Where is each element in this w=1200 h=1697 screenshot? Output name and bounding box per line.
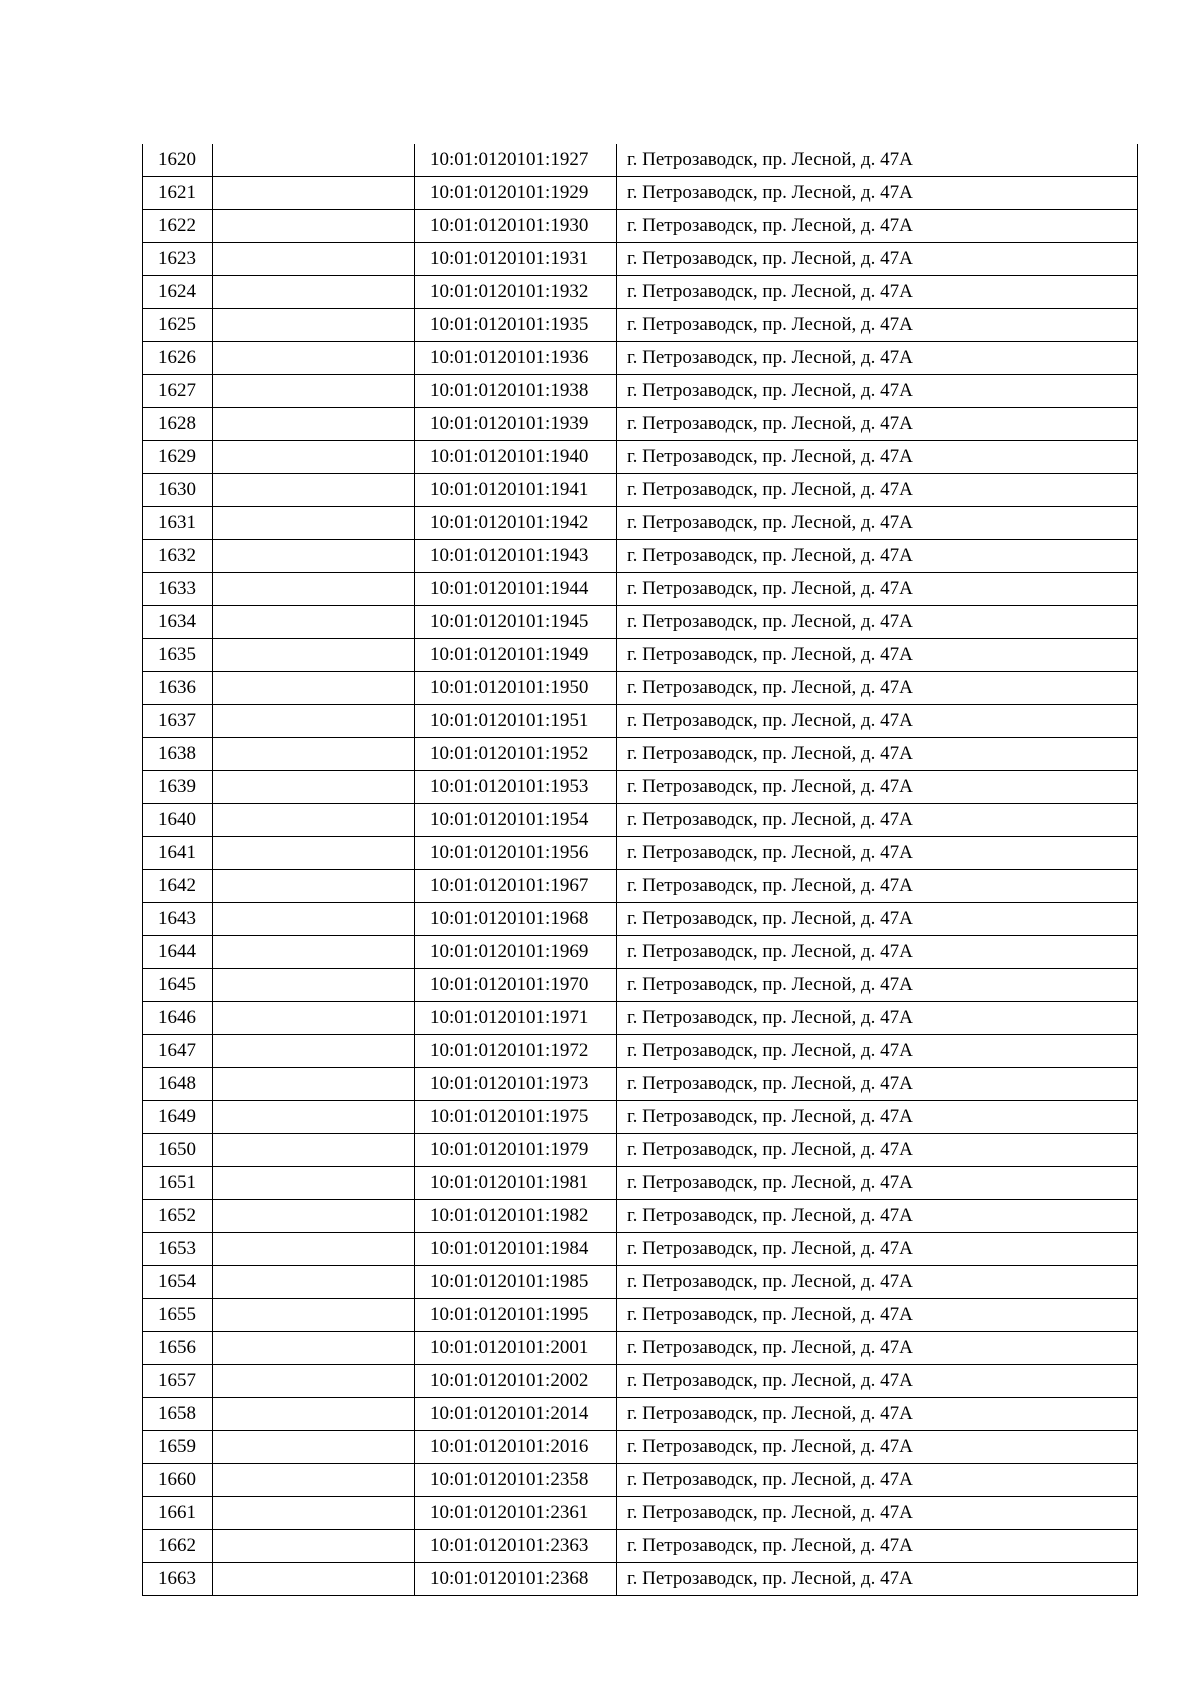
table-row <box>143 1266 1138 1299</box>
address-cell: г. Петрозаводск, пр. Лесной, д. 47А <box>617 1497 1138 1530</box>
cadastral-number-cell: 10:01:0120101:1984 <box>415 1233 617 1266</box>
cadastral-number-cell: 10:01:0120101:1995 <box>415 1299 617 1332</box>
empty-cell <box>213 1101 415 1134</box>
row-number-cell: 1635 <box>143 639 213 672</box>
table-row <box>143 177 1138 210</box>
address-cell: г. Петрозаводск, пр. Лесной, д. 47А <box>617 1134 1138 1167</box>
empty-cell <box>213 1035 415 1068</box>
cadastral-number-cell: 10:01:0120101:1972 <box>415 1035 617 1068</box>
address-cell: г. Петрозаводск, пр. Лесной, д. 47А <box>617 1200 1138 1233</box>
table-row <box>143 408 1138 441</box>
cadastral-number-cell: 10:01:0120101:1931 <box>415 243 617 276</box>
cadastral-number-cell: 10:01:0120101:1981 <box>415 1167 617 1200</box>
table-row <box>143 705 1138 738</box>
row-number-cell: 1652 <box>143 1200 213 1233</box>
table-row <box>143 507 1138 540</box>
empty-cell <box>213 276 415 309</box>
address-cell: г. Петрозаводск, пр. Лесной, д. 47А <box>617 1365 1138 1398</box>
table-row <box>143 309 1138 342</box>
empty-cell <box>213 1200 415 1233</box>
address-cell: г. Петрозаводск, пр. Лесной, д. 47А <box>617 441 1138 474</box>
empty-cell <box>213 507 415 540</box>
cadastral-number-cell: 10:01:0120101:1982 <box>415 1200 617 1233</box>
row-number-cell: 1654 <box>143 1266 213 1299</box>
address-cell: г. Петрозаводск, пр. Лесной, д. 47А <box>617 1266 1138 1299</box>
empty-cell <box>213 804 415 837</box>
row-number-cell: 1655 <box>143 1299 213 1332</box>
row-number-cell: 1647 <box>143 1035 213 1068</box>
cadastral-number-cell: 10:01:0120101:1979 <box>415 1134 617 1167</box>
row-number-cell: 1653 <box>143 1233 213 1266</box>
address-cell: г. Петрозаводск, пр. Лесной, д. 47А <box>617 639 1138 672</box>
cadastral-number-cell: 10:01:0120101:2014 <box>415 1398 617 1431</box>
cadastral-number-cell: 10:01:0120101:1932 <box>415 276 617 309</box>
table-row <box>143 672 1138 705</box>
row-number-cell: 1631 <box>143 507 213 540</box>
cadastral-number-cell: 10:01:0120101:1940 <box>415 441 617 474</box>
cadastral-number-cell: 10:01:0120101:1927 <box>415 144 617 177</box>
empty-cell <box>213 1068 415 1101</box>
empty-cell <box>213 342 415 375</box>
empty-cell <box>213 1266 415 1299</box>
address-cell: г. Петрозаводск, пр. Лесной, д. 47А <box>617 1431 1138 1464</box>
cadastral-number-cell: 10:01:0120101:2363 <box>415 1530 617 1563</box>
address-cell: г. Петрозаводск, пр. Лесной, д. 47А <box>617 672 1138 705</box>
cadastral-number-cell: 10:01:0120101:2001 <box>415 1332 617 1365</box>
empty-cell <box>213 1497 415 1530</box>
cadastral-number-cell: 10:01:0120101:1956 <box>415 837 617 870</box>
cadastral-number-cell: 10:01:0120101:1943 <box>415 540 617 573</box>
table-row <box>143 144 1138 177</box>
empty-cell <box>213 243 415 276</box>
cadastral-number-cell: 10:01:0120101:1971 <box>415 1002 617 1035</box>
row-number-cell: 1622 <box>143 210 213 243</box>
row-number-cell: 1662 <box>143 1530 213 1563</box>
cadastral-number-cell: 10:01:0120101:1953 <box>415 771 617 804</box>
table-row <box>143 1101 1138 1134</box>
row-number-cell: 1657 <box>143 1365 213 1398</box>
cadastral-number-cell: 10:01:0120101:1936 <box>415 342 617 375</box>
empty-cell <box>213 1167 415 1200</box>
table-row <box>143 1530 1138 1563</box>
table-row <box>143 1002 1138 1035</box>
row-number-cell: 1638 <box>143 738 213 771</box>
address-cell: г. Петрозаводск, пр. Лесной, д. 47А <box>617 1167 1138 1200</box>
address-cell: г. Петрозаводск, пр. Лесной, д. 47А <box>617 1002 1138 1035</box>
row-number-cell: 1629 <box>143 441 213 474</box>
empty-cell <box>213 309 415 342</box>
empty-cell <box>213 210 415 243</box>
cadastral-number-cell: 10:01:0120101:1942 <box>415 507 617 540</box>
cadastral-number-cell: 10:01:0120101:1945 <box>415 606 617 639</box>
address-cell: г. Петрозаводск, пр. Лесной, д. 47А <box>617 1563 1138 1596</box>
address-cell: г. Петрозаводск, пр. Лесной, д. 47А <box>617 507 1138 540</box>
row-number-cell: 1633 <box>143 573 213 606</box>
address-cell: г. Петрозаводск, пр. Лесной, д. 47А <box>617 738 1138 771</box>
cadastral-number-cell: 10:01:0120101:1970 <box>415 969 617 1002</box>
address-cell: г. Петрозаводск, пр. Лесной, д. 47А <box>617 837 1138 870</box>
table-row <box>143 1332 1138 1365</box>
row-number-cell: 1663 <box>143 1563 213 1596</box>
row-number-cell: 1621 <box>143 177 213 210</box>
address-cell: г. Петрозаводск, пр. Лесной, д. 47А <box>617 210 1138 243</box>
table-row <box>143 1200 1138 1233</box>
row-number-cell: 1625 <box>143 309 213 342</box>
row-number-cell: 1650 <box>143 1134 213 1167</box>
address-cell: г. Петрозаводск, пр. Лесной, д. 47А <box>617 1068 1138 1101</box>
cadastral-number-cell: 10:01:0120101:1930 <box>415 210 617 243</box>
address-cell: г. Петрозаводск, пр. Лесной, д. 47А <box>617 936 1138 969</box>
table-row <box>143 936 1138 969</box>
table-row <box>143 1365 1138 1398</box>
address-cell: г. Петрозаводск, пр. Лесной, д. 47А <box>617 375 1138 408</box>
empty-cell <box>213 837 415 870</box>
address-cell: г. Петрозаводск, пр. Лесной, д. 47А <box>617 1233 1138 1266</box>
row-number-cell: 1630 <box>143 474 213 507</box>
address-cell: г. Петрозаводск, пр. Лесной, д. 47А <box>617 309 1138 342</box>
table-row <box>143 375 1138 408</box>
address-cell: г. Петрозаводск, пр. Лесной, д. 47А <box>617 1332 1138 1365</box>
table-row <box>143 276 1138 309</box>
address-cell: г. Петрозаводск, пр. Лесной, д. 47А <box>617 705 1138 738</box>
empty-cell <box>213 1002 415 1035</box>
cadastral-number-cell: 10:01:0120101:1952 <box>415 738 617 771</box>
empty-cell <box>213 1398 415 1431</box>
empty-cell <box>213 408 415 441</box>
table-row <box>143 342 1138 375</box>
cadastral-number-cell: 10:01:0120101:1939 <box>415 408 617 441</box>
empty-cell <box>213 1299 415 1332</box>
empty-cell <box>213 771 415 804</box>
table-row <box>143 441 1138 474</box>
address-cell: г. Петрозаводск, пр. Лесной, д. 47А <box>617 771 1138 804</box>
address-cell: г. Петрозаводск, пр. Лесной, д. 47А <box>617 1464 1138 1497</box>
empty-cell <box>213 573 415 606</box>
empty-cell <box>213 1365 415 1398</box>
empty-cell <box>213 144 415 177</box>
address-cell: г. Петрозаводск, пр. Лесной, д. 47А <box>617 804 1138 837</box>
cadastral-number-cell: 10:01:0120101:1941 <box>415 474 617 507</box>
cadastral-number-cell: 10:01:0120101:1944 <box>415 573 617 606</box>
row-number-cell: 1639 <box>143 771 213 804</box>
empty-cell <box>213 474 415 507</box>
row-number-cell: 1651 <box>143 1167 213 1200</box>
table-row <box>143 1431 1138 1464</box>
row-number-cell: 1627 <box>143 375 213 408</box>
empty-cell <box>213 1431 415 1464</box>
table-row <box>143 837 1138 870</box>
cadastral-number-cell: 10:01:0120101:2358 <box>415 1464 617 1497</box>
empty-cell <box>213 738 415 771</box>
row-number-cell: 1623 <box>143 243 213 276</box>
empty-cell <box>213 672 415 705</box>
table-row <box>143 1497 1138 1530</box>
table-row <box>143 1035 1138 1068</box>
row-number-cell: 1661 <box>143 1497 213 1530</box>
empty-cell <box>213 177 415 210</box>
address-cell: г. Петрозаводск, пр. Лесной, д. 47А <box>617 1299 1138 1332</box>
row-number-cell: 1659 <box>143 1431 213 1464</box>
address-cell: г. Петрозаводск, пр. Лесной, д. 47А <box>617 903 1138 936</box>
cadastral-number-cell: 10:01:0120101:2361 <box>415 1497 617 1530</box>
cadastral-number-cell: 10:01:0120101:1950 <box>415 672 617 705</box>
empty-cell <box>213 639 415 672</box>
row-number-cell: 1649 <box>143 1101 213 1134</box>
registry-table <box>142 144 1138 1596</box>
empty-cell <box>213 1563 415 1596</box>
empty-cell <box>213 936 415 969</box>
empty-cell <box>213 1332 415 1365</box>
table-row <box>143 804 1138 837</box>
empty-cell <box>213 870 415 903</box>
table-row <box>143 1134 1138 1167</box>
empty-cell <box>213 375 415 408</box>
address-cell: г. Петрозаводск, пр. Лесной, д. 47А <box>617 1101 1138 1134</box>
row-number-cell: 1648 <box>143 1068 213 1101</box>
row-number-cell: 1636 <box>143 672 213 705</box>
cadastral-number-cell: 10:01:0120101:2016 <box>415 1431 617 1464</box>
table-row <box>143 639 1138 672</box>
cadastral-number-cell: 10:01:0120101:1954 <box>415 804 617 837</box>
empty-cell <box>213 903 415 936</box>
address-cell: г. Петрозаводск, пр. Лесной, д. 47А <box>617 573 1138 606</box>
empty-cell <box>213 705 415 738</box>
cadastral-number-cell: 10:01:0120101:1938 <box>415 375 617 408</box>
table-row <box>143 540 1138 573</box>
table-row <box>143 1233 1138 1266</box>
table-row <box>143 210 1138 243</box>
table-row <box>143 1068 1138 1101</box>
table-row <box>143 243 1138 276</box>
empty-cell <box>213 1464 415 1497</box>
table-row <box>143 738 1138 771</box>
table-row <box>143 474 1138 507</box>
row-number-cell: 1632 <box>143 540 213 573</box>
address-cell: г. Петрозаводск, пр. Лесной, д. 47А <box>617 1398 1138 1431</box>
row-number-cell: 1640 <box>143 804 213 837</box>
row-number-cell: 1642 <box>143 870 213 903</box>
row-number-cell: 1643 <box>143 903 213 936</box>
cadastral-number-cell: 10:01:0120101:1935 <box>415 309 617 342</box>
address-cell: г. Петрозаводск, пр. Лесной, д. 47А <box>617 606 1138 639</box>
table-row <box>143 1563 1138 1596</box>
table-row <box>143 573 1138 606</box>
cadastral-number-cell: 10:01:0120101:1969 <box>415 936 617 969</box>
table-row <box>143 870 1138 903</box>
row-number-cell: 1628 <box>143 408 213 441</box>
empty-cell <box>213 969 415 1002</box>
address-cell: г. Петрозаводск, пр. Лесной, д. 47А <box>617 1530 1138 1563</box>
row-number-cell: 1626 <box>143 342 213 375</box>
table-row <box>143 1464 1138 1497</box>
address-cell: г. Петрозаводск, пр. Лесной, д. 47А <box>617 540 1138 573</box>
table-row <box>143 606 1138 639</box>
address-cell: г. Петрозаводск, пр. Лесной, д. 47А <box>617 177 1138 210</box>
address-cell: г. Петрозаводск, пр. Лесной, д. 47А <box>617 243 1138 276</box>
empty-cell <box>213 540 415 573</box>
registry-table-body <box>143 144 1138 1596</box>
empty-cell <box>213 1530 415 1563</box>
row-number-cell: 1634 <box>143 606 213 639</box>
table-row <box>143 903 1138 936</box>
address-cell: г. Петрозаводск, пр. Лесной, д. 47А <box>617 408 1138 441</box>
table-row <box>143 969 1138 1002</box>
address-cell: г. Петрозаводск, пр. Лесной, д. 47А <box>617 1035 1138 1068</box>
row-number-cell: 1637 <box>143 705 213 738</box>
table-row <box>143 1398 1138 1431</box>
row-number-cell: 1620 <box>143 144 213 177</box>
row-number-cell: 1641 <box>143 837 213 870</box>
empty-cell <box>213 441 415 474</box>
row-number-cell: 1660 <box>143 1464 213 1497</box>
address-cell: г. Петрозаводск, пр. Лесной, д. 47А <box>617 870 1138 903</box>
cadastral-number-cell: 10:01:0120101:1973 <box>415 1068 617 1101</box>
cadastral-number-cell: 10:01:0120101:1975 <box>415 1101 617 1134</box>
row-number-cell: 1646 <box>143 1002 213 1035</box>
address-cell: г. Петрозаводск, пр. Лесной, д. 47А <box>617 474 1138 507</box>
row-number-cell: 1624 <box>143 276 213 309</box>
table-row <box>143 1299 1138 1332</box>
row-number-cell: 1658 <box>143 1398 213 1431</box>
cadastral-number-cell: 10:01:0120101:2368 <box>415 1563 617 1596</box>
row-number-cell: 1645 <box>143 969 213 1002</box>
cadastral-number-cell: 10:01:0120101:1929 <box>415 177 617 210</box>
address-cell: г. Петрозаводск, пр. Лесной, д. 47А <box>617 342 1138 375</box>
row-number-cell: 1656 <box>143 1332 213 1365</box>
table-row <box>143 1167 1138 1200</box>
cadastral-number-cell: 10:01:0120101:1967 <box>415 870 617 903</box>
cadastral-number-cell: 10:01:0120101:1968 <box>415 903 617 936</box>
cadastral-number-cell: 10:01:0120101:1949 <box>415 639 617 672</box>
empty-cell <box>213 606 415 639</box>
cadastral-number-cell: 10:01:0120101:1985 <box>415 1266 617 1299</box>
address-cell: г. Петрозаводск, пр. Лесной, д. 47А <box>617 276 1138 309</box>
cadastral-number-cell: 10:01:0120101:2002 <box>415 1365 617 1398</box>
address-cell: г. Петрозаводск, пр. Лесной, д. 47А <box>617 144 1138 177</box>
address-cell: г. Петрозаводск, пр. Лесной, д. 47А <box>617 969 1138 1002</box>
row-number-cell: 1644 <box>143 936 213 969</box>
empty-cell <box>213 1134 415 1167</box>
table-row <box>143 771 1138 804</box>
cadastral-number-cell: 10:01:0120101:1951 <box>415 705 617 738</box>
empty-cell <box>213 1233 415 1266</box>
